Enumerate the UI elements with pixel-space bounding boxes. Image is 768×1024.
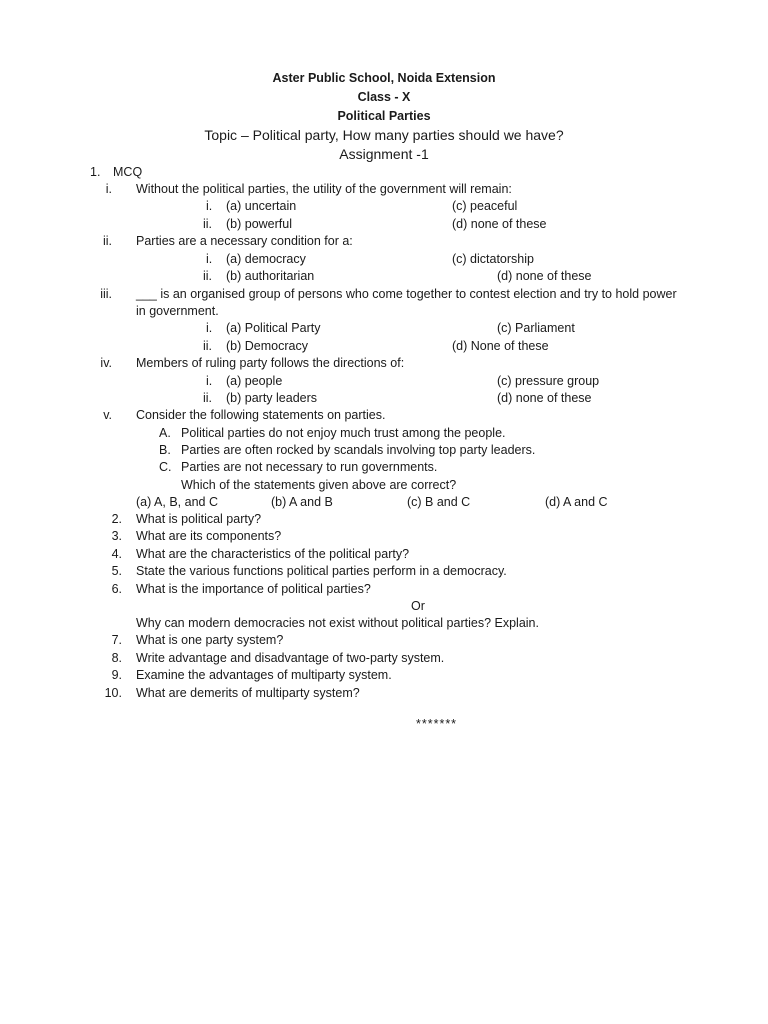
mcq-question-continued: in government.	[136, 304, 219, 318]
option-d: (d) None of these	[452, 339, 549, 353]
option-b: (b) Democracy	[226, 339, 308, 353]
mcq-question: ___ is an organised group of persons who come together to contest election and try to hold power	[136, 287, 677, 301]
statement-label: C.	[159, 460, 172, 474]
option-label: ii.	[203, 391, 213, 405]
question-number: 10.	[104, 686, 122, 700]
option-label: i.	[206, 321, 213, 335]
section-title: MCQ	[113, 165, 143, 179]
option-a: (a) Political Party	[226, 321, 321, 335]
option-d: (d) none of these	[497, 269, 592, 283]
option-a: (a) uncertain	[226, 199, 297, 213]
question-text: What are its components?	[136, 529, 282, 543]
mcq-question: Without the political parties, the utility of the government will remain:	[136, 182, 512, 196]
question-text: What is one party system?	[136, 633, 284, 647]
option-a: (a) people	[226, 374, 283, 388]
question-number: 8.	[111, 651, 122, 665]
option-a: (a) democracy	[226, 252, 306, 266]
option-c: (c) dictatorship	[452, 252, 534, 266]
option-label: ii.	[203, 217, 213, 231]
option-label: i.	[206, 374, 213, 388]
class-title: Class - X	[357, 90, 411, 104]
question-text: What is political party?	[136, 512, 262, 526]
question-text: What are the characteristics of the political party?	[136, 547, 410, 561]
option-c: (c) peaceful	[452, 199, 518, 213]
mcq-number: iv.	[100, 356, 112, 370]
mcq-number: ii.	[102, 234, 112, 248]
option-d: (d) none of these	[452, 217, 547, 231]
alternative-question: Why can modern democracies not exist without political parties? Explain.	[136, 616, 539, 630]
section-number: 1.	[90, 165, 101, 179]
question-text: Write advantage and disadvantage of two-party system.	[136, 651, 445, 665]
option-label: ii.	[203, 269, 213, 283]
mcq-number: i.	[105, 182, 112, 196]
option-c: (c) Parliament	[497, 321, 575, 335]
question-text: State the various functions political parties perform in a democracy.	[136, 564, 507, 578]
mcq-question: Consider the following statements on parties.	[136, 408, 386, 422]
choice-d: (d) A and C	[545, 495, 608, 509]
option-label: i.	[206, 199, 213, 213]
statement-text: Parties are not necessary to run governments.	[181, 460, 438, 474]
question-number: 9.	[111, 668, 122, 682]
question-number: 2.	[111, 512, 122, 526]
option-label: i.	[206, 252, 213, 266]
question-number: 3.	[111, 529, 122, 543]
question-number: 6.	[111, 582, 122, 596]
end-marker: *******	[416, 717, 458, 731]
school-name: Aster Public School, Noida Extension	[272, 71, 496, 85]
topic-line: Topic – Political party, How many parties should we have?	[204, 127, 564, 143]
option-label: ii.	[203, 339, 213, 353]
option-b: (b) party leaders	[226, 391, 318, 405]
statement-text: Political parties do not enjoy much trust among the people.	[181, 426, 506, 440]
subject-title: Political Parties	[337, 109, 431, 123]
mcq-number: v.	[103, 408, 112, 422]
statement-prompt: Which of the statements given above are correct?	[181, 478, 457, 492]
mcq-question: Members of ruling party follows the directions of:	[136, 356, 405, 370]
mcq-number: iii.	[100, 287, 112, 301]
choice-a: (a) A, B, and C	[136, 495, 218, 509]
choice-b: (b) A and B	[271, 495, 333, 509]
or-separator: Or	[411, 599, 425, 613]
choice-c: (c) B and C	[407, 495, 471, 509]
question-text: What are demerits of multiparty system?	[136, 686, 360, 700]
mcq-question: Parties are a necessary condition for a:	[136, 234, 353, 248]
question-text: What is the importance of political parties?	[136, 582, 371, 596]
option-d: (d) none of these	[497, 391, 592, 405]
statement-label: B.	[159, 443, 171, 457]
question-number: 7.	[111, 633, 122, 647]
question-number: 4.	[111, 547, 122, 561]
option-c: (c) pressure group	[497, 374, 600, 388]
statement-label: A.	[159, 426, 171, 440]
assignment-title: Assignment -1	[339, 146, 429, 162]
option-b: (b) authoritarian	[226, 269, 315, 283]
option-b: (b) powerful	[226, 217, 292, 231]
statement-text: Parties are often rocked by scandals involving top party leaders.	[181, 443, 536, 457]
question-number: 5.	[111, 564, 122, 578]
question-text: Examine the advantages of multiparty system.	[136, 668, 392, 682]
